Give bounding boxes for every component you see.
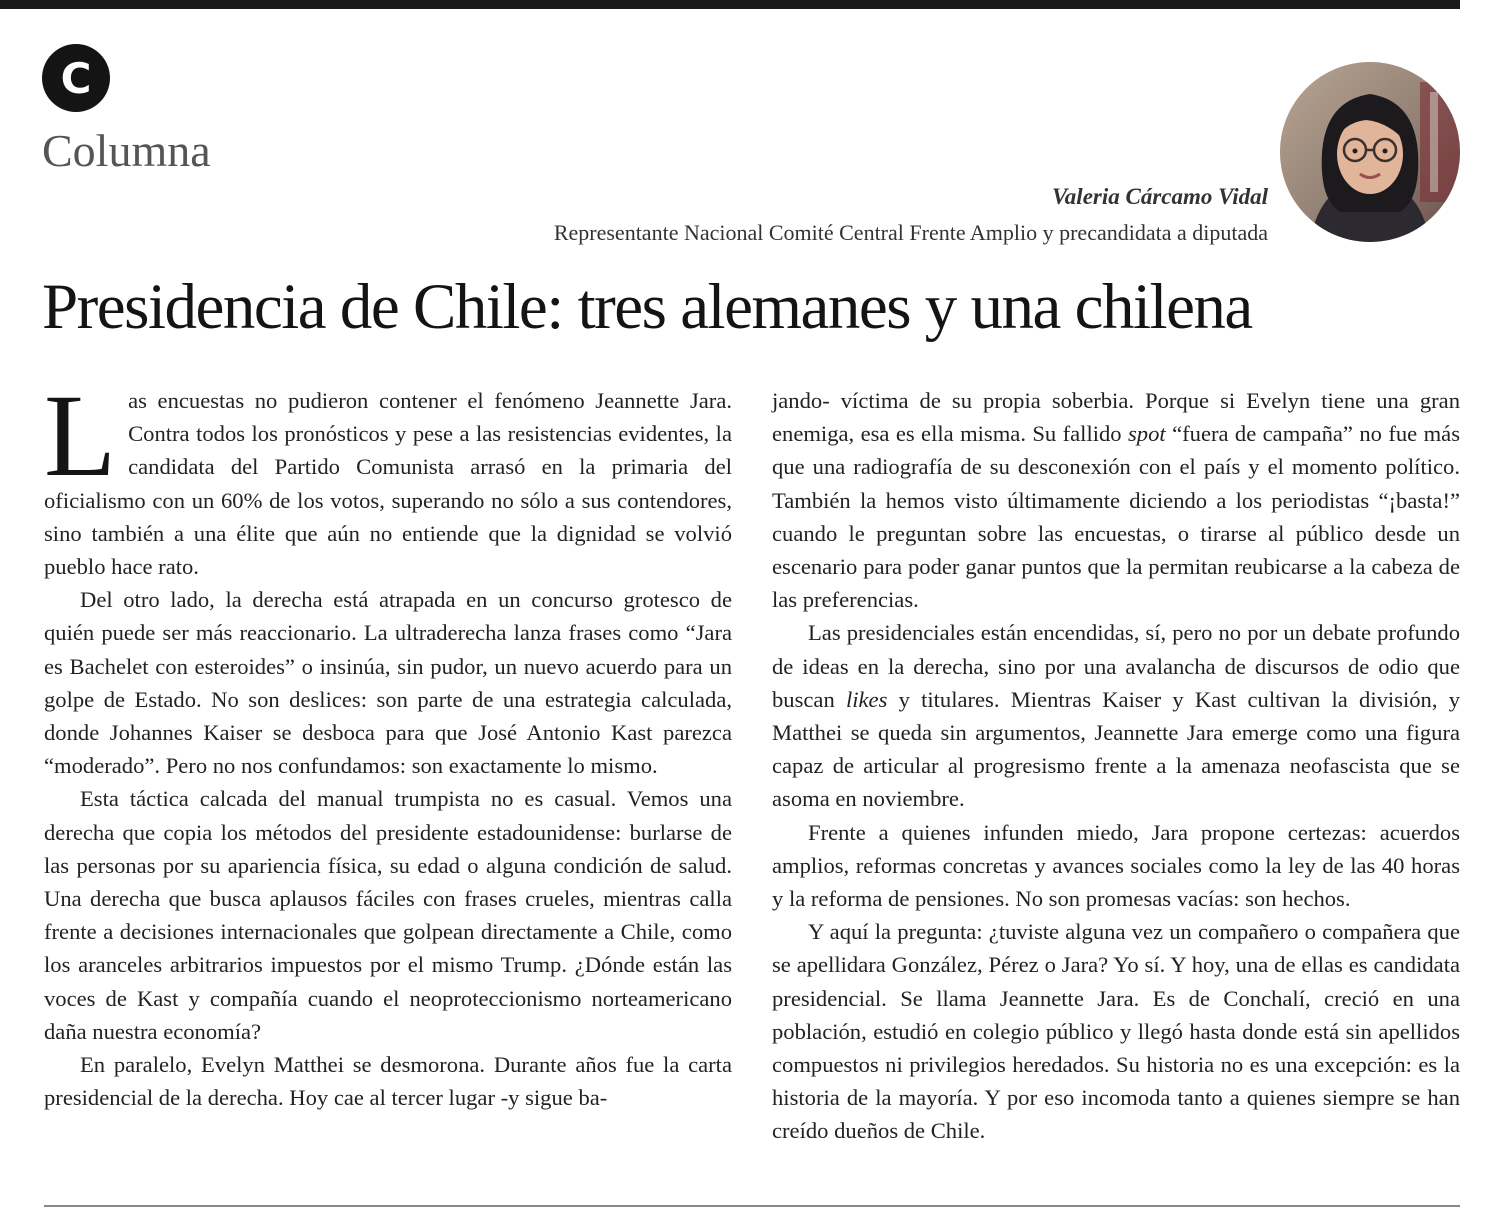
article-paragraph-7: Y aquí la pregunta: ¿tuviste alguna vez un compañero o compañera que se apellidara González, Pérez o Jara? Yo sí. Y hoy, una de ellas es candidata presidencial. Se llama Jeannette Jara. Es de Conchalí, creció en una población, estudió en colegio público y llegó hasta donde está sin apellidos compuestos ni privilegios heredados. Su historia no es una excepción: es la historia de la mayoría. Y por eso incomoda tanto a quienes siempre se han creído dueños de Chile. [772,919,1460,1144]
paragraph-5-text-a: Las presidenciales están encendidas, sí, pero no por un debate profundo de ideas en la derecha, sino por una avalancha de discursos de odio que buscan [772,620,1460,712]
article-paragraph-2: Del otro lado, la derecha está atrapada en un concurso grotesco de quién puede ser más reaccionario. La ultraderecha lanza frases como “Jara es Bachelet con esteroides” o insinúa, sin pudor, un nuevo acuerdo para un golpe de Estado. No son deslices: son parte de una estrategia calculada, donde Johannes Kaiser se desboca para que José Antonio Kast parezca “moderado”. Pero no nos confundamos: son exactamente lo mismo. [44,587,732,779]
author-name: Valeria Cárcamo Vidal [1052,184,1268,209]
paragraph-5-text-b: y titulares. Mientras Kaiser y Kast cultivan la división, y Matthei se queda sin argumentos, Jeannette Jara emerge como una figura capaz de articular al progresismo frente a la amenaza neofascista que se asoma en noviembre. [772,686,1460,812]
section-badge-letter: C [60,53,92,103]
article-paragraph-4-continued [772,384,1460,616]
article-paragraph-4: En paralelo, Evelyn Matthei se desmorona. Durante años fue la carta presidencial de la derecha. Hoy cae al tercer lugar -y sigue ba- [44,1052,732,1111]
paragraph-1-text: as encuestas no pudieron contener el fenómeno Jeannette Jara. Contra todos los pronósticos y pese a las resistencias evidentes, la candidata del Partido Comunista arrasó en la primaria del oficialismo con un 60% de los votos, superando no sólo a sus contendores, sino también a una élite que aún no entiende que la dignidad se volvió pueblo hace rato. [44,388,732,580]
article-column-left [44,370,732,1114]
paragraph-4-text-a: jando- víctima de su propia soberbia. Porque si Evelyn tiene una gran enemiga, esa es ella misma. Su fallido [772,388,1460,447]
top-rule [0,0,1460,9]
article-paragraph-1 [44,370,732,583]
section-badge [42,44,110,112]
paragraph-4-emphasis: spot [1128,421,1166,447]
author-role: Representante Nacional Comité Central Frente Amplio y precandidata a diputada [553,220,1268,245]
section-label: Columna [42,125,211,176]
article-paragraph-5 [772,616,1460,815]
article-paragraph-3: Esta táctica calcada del manual trumpista no es casual. Vemos una derecha que copia los métodos del presidente estadounidense: burlarse de las personas por su apariencia física, su edad o alguna condición de salud. Una derecha que busca aplausos fáciles con frases crueles, mientras calla frente a decisiones internacionales que golpean directamente a Chile, como los aranceles arbitrarios impuestos por el mismo Trump. ¿Dónde están las voces de Kast y compañía cuando el neoproteccionismo norteamericano daña nuestra economía? [44,786,732,1044]
article-column-right [772,384,1460,1148]
paragraph-5-emphasis: likes [845,686,888,712]
author-photo [1280,62,1460,242]
drop-cap: L [44,370,117,501]
headline: Presidencia de Chile: tres alemanes y una chilena [42,271,1252,343]
article-paragraph-6: Frente a quienes infunden miedo, Jara propone certezas: acuerdos amplios, reformas concretas y avances sociales como la ley de las 40 horas y la reforma de pensiones. No son promesas vacías: son hechos. [772,819,1460,912]
bottom-rule [44,1205,1460,1207]
author-portrait-icon [1280,62,1460,242]
paragraph-4-text-b: “fuera de campaña” no fue más que una radiografía de su desconexión con el país y el momento político. También la hemos visto últimamente diciendo a los periodistas “¡basta!” cuando le preguntan sobre las encuestas, o tirarse al público desde un escenario para poder ganar puntos que la permitan reubicarse a la cabeza de las preferencias. [772,421,1461,613]
